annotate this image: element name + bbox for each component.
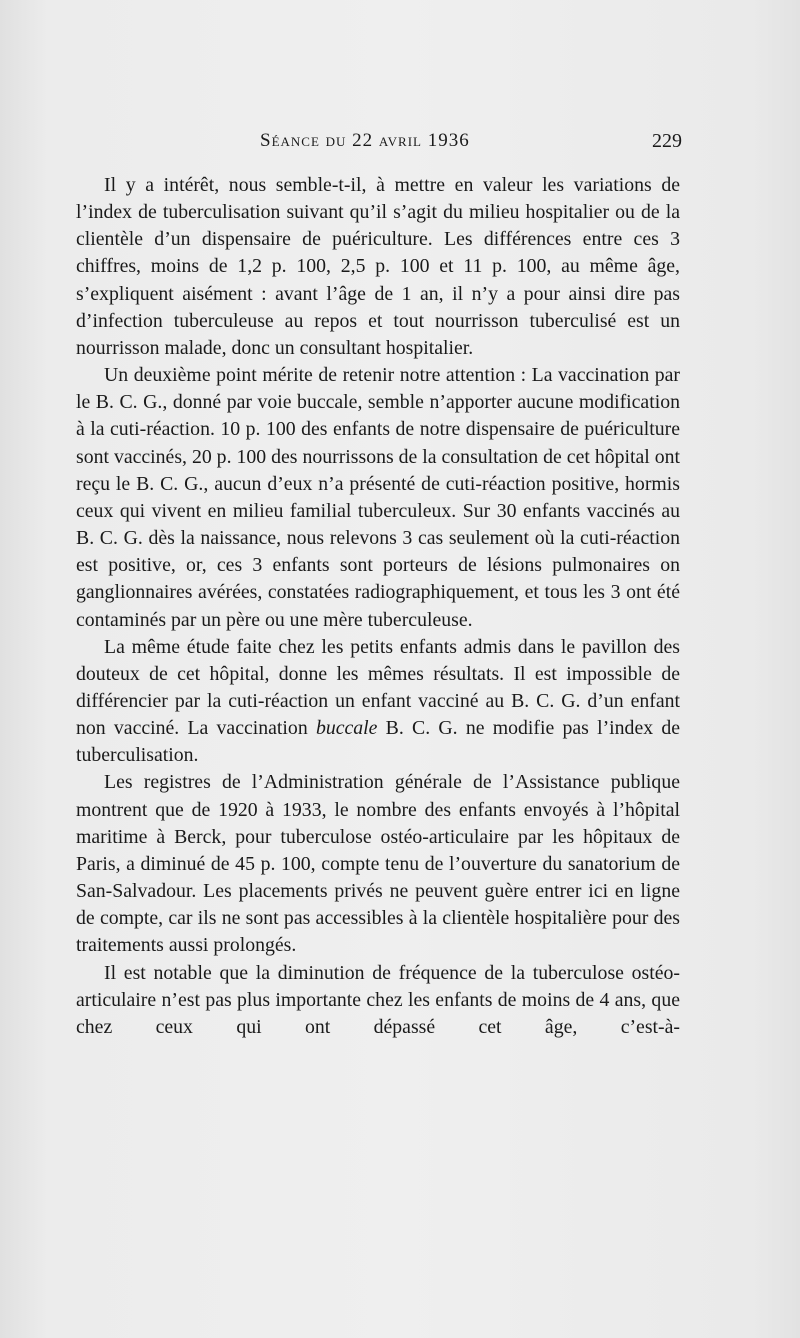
paragraph-3 [76, 634, 680, 770]
running-title: Séance du 22 avril 1936 [260, 130, 470, 151]
paragraph-4: Les registres de l’Administration générale de l’Assistance publique montrent que de 1920 à 1933, le nombre des enfants envoyés à l’hôpital maritime à Berck, pour tuberculose ostéo-articulaire par les hôpitaux de Paris, a diminué de 45 p. 100, compte tenu de l’ouverture du sanatorium de San-Salvadour. Les placements privés ne peuvent guère entrer ici en ligne de compte, car ils ne sont pas accessibles à la clientèle hospitalière pour des traitements aussi prolongés. [76, 771, 680, 957]
paragraph-5: Il est notable que la diminution de fréquence de la tuberculose ostéo-articulaire n’est pas plus importante chez les enfants de moins de 4 ans, que chez ceux qui ont dépassé cet âge, c’est-à- [76, 961, 680, 1038]
paragraph-3-italic-word: buccale [315, 717, 378, 740]
paragraph-1: Il y a intérêt, nous semble-t-il, à mettre en valeur les variations de l’index de tuberculisation suivant qu’il s’agit du milieu hospitalier ou de la clientèle d’un dispensaire de puériculture. Les différences entre ces 3 chiffres, moins de 1,2 p. 100, 2,5 p. 100 et 11 p. 100, au même âge, s’expliquent aisément : avant l’âge de 1 an, il n’y a pour ainsi dire pas d’infection tuberculeuse au repos et tout nourrisson tuberculisé est un nourrisson malade, donc un consultant hospitalier. [76, 174, 680, 359]
paragraph-3-text-before: La même étude faite chez les petits enfants admis dans le pavillon des douteux de cet hôpital, donne les mêmes résultats. Il est impossible de différencier par la cuti-réaction un enfant vacciné au B. C. G. d’un enfant non vacciné. La vaccination [76, 635, 680, 740]
page-number: 229 [652, 130, 682, 152]
paragraph-2: Un deuxième point mérite de retenir notre attention : La vaccination par le B. C. G., donné par voie buccale, semble n’apporter aucune modification à la cuti-réaction. 10 p. 100 des enfants de notre dispensaire de puériculture sont vaccinés, 20 p. 100 des nourrissons de la consultation de cet hôpital ont reçu le B. C. G., aucun d’eux n’a présenté de cuti-réaction positive, hormis ceux qui vivent en milieu familial tuberculeux. Sur 30 enfants vaccinés au B. C. G. dès la naissance, nous relevons 3 cas seulement où la cuti-réaction est positive, or, ces 3 enfants sont porteurs de lésions pulmonaires on ganglionnaires avérées, constatées radiographiquement, et tous les 3 ont été contaminés par un père ou une mère tuberculeuse. [76, 364, 680, 631]
page-header [74, 130, 682, 158]
paragraph-3-text-after: B. C. G. ne modifie pas l’index de tuberculisation. [76, 717, 681, 767]
body-text [76, 172, 680, 1041]
